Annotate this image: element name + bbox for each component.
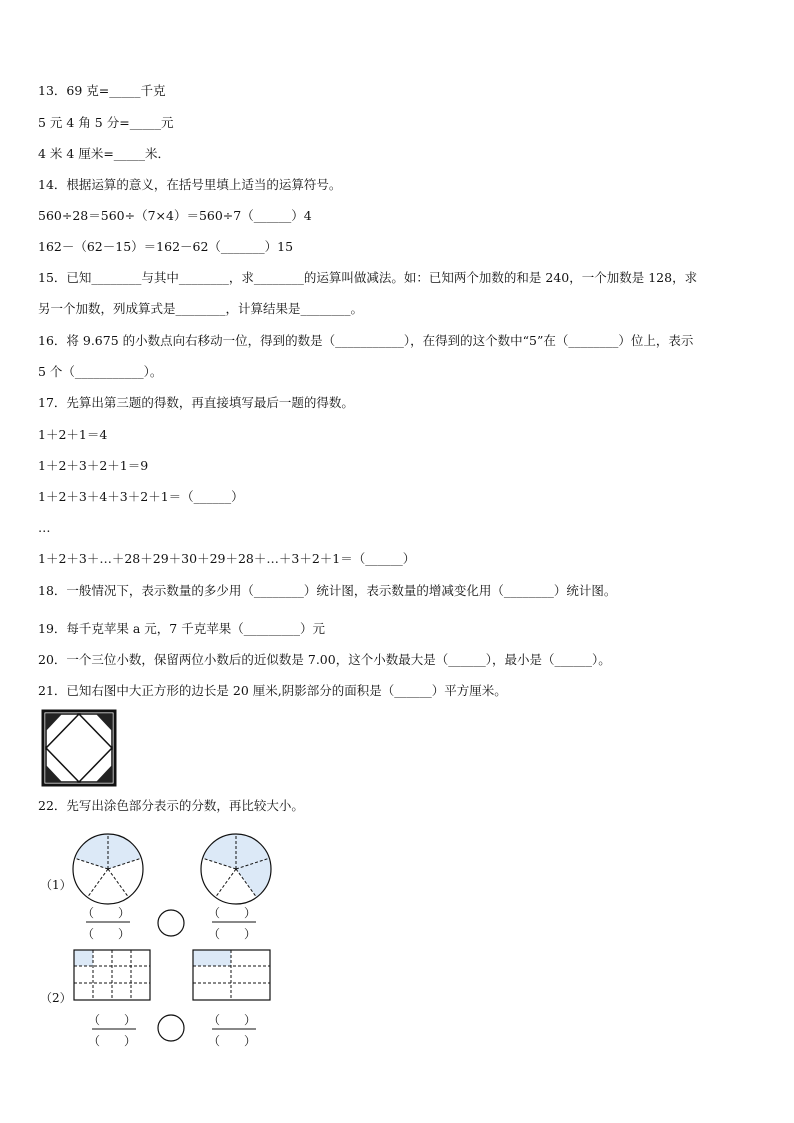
q15-line2: 另一个加数，列成算式是________，计算结果是________。 [38, 301, 364, 316]
circle-right [201, 834, 271, 904]
svg-text:（ ）: （ ） [88, 1034, 137, 1048]
fraction-blank-1b [208, 906, 256, 941]
q16-line1: 16．将 9.675 的小数点向右移动一位，得到的数是（___________），在得到的这个数中“5”在（________）位上，表示 [38, 333, 694, 348]
q22-title: 22．先写出涂色部分表示的分数，再比较大小。 [38, 798, 304, 813]
fraction-blank-2a [88, 1013, 136, 1048]
svg-text:（ ）: （ ） [82, 906, 131, 920]
svg-text:（ ）: （ ） [88, 1013, 137, 1027]
compare-circle-1 [158, 910, 184, 936]
q17-eq1: 1＋2＋1＝4 [38, 427, 108, 442]
q17-eq3: 1＋2＋3＋4＋3＋2＋1＝（______） [38, 489, 244, 504]
q13-line3: 4 米 4 厘米=_____米． [38, 146, 171, 161]
compare-circle-2 [158, 1015, 184, 1041]
q16-line2: 5 个（___________）。 [38, 364, 163, 379]
q17-title: 17．先算出第三题的得数，再直接填写最后一题的得数。 [38, 395, 354, 410]
q13-line1: 13．69 克=_____千克 [38, 83, 166, 98]
svg-text:（ ）: （ ） [208, 927, 257, 941]
q14-eq2: 162－（62－15）＝162－62（_______）15 [38, 239, 294, 254]
q17-eq2: 1＋2＋3＋2＋1＝9 [38, 458, 149, 473]
q13-line2: 5 元 4 角 5 分=_____元 [38, 115, 174, 130]
q14-title: 14．根据运算的意义，在括号里填上适当的运算符号。 [38, 177, 342, 192]
fraction-blank-2b [208, 1013, 256, 1048]
svg-text:（ ）: （ ） [208, 906, 257, 920]
q19-line: 19．每千克苹果 a 元，7 千克苹果（_________）元 [38, 621, 325, 636]
q15-line1: 15．已知________与其中________，求________的运算叫做减法。如：已知两个加数的和是 240，一个加数是 128，求 [38, 270, 698, 285]
circle-left [73, 834, 143, 904]
q17-ellipsis: … [38, 520, 51, 535]
rect-left [74, 950, 150, 1000]
svg-text:（ ）: （ ） [208, 1034, 257, 1048]
q18-line: 18．一般情况下，表示数量的多少用（________）统计图，表示数量的增减变化用（________）统计图。 [38, 583, 617, 598]
row2-label: （2） [40, 991, 72, 1005]
row1-label: （1） [40, 878, 72, 892]
q21-square-figure [40, 708, 120, 788]
rect-right [193, 950, 270, 1000]
svg-text:（ ）: （ ） [208, 1013, 257, 1027]
q20-line: 20．一个三位小数，保留两位小数后的近似数是 7.00，这个小数最大是（______），最小是（______）。 [38, 652, 611, 667]
q22-figure [38, 826, 288, 1051]
q21-line: 21．已知右图中大正方形的边长是 20 厘米,阴影部分的面积是（______）平方厘米。 [38, 683, 507, 698]
fraction-blank-1a [82, 906, 130, 941]
svg-text:（ ）: （ ） [82, 927, 131, 941]
q17-eq4: 1＋2＋3＋…＋28＋29＋30＋29＋28＋…＋3＋2＋1＝（______） [38, 551, 416, 566]
q14-eq1: 560÷28＝560÷（7×4）＝560÷7（______）4 [38, 208, 312, 223]
